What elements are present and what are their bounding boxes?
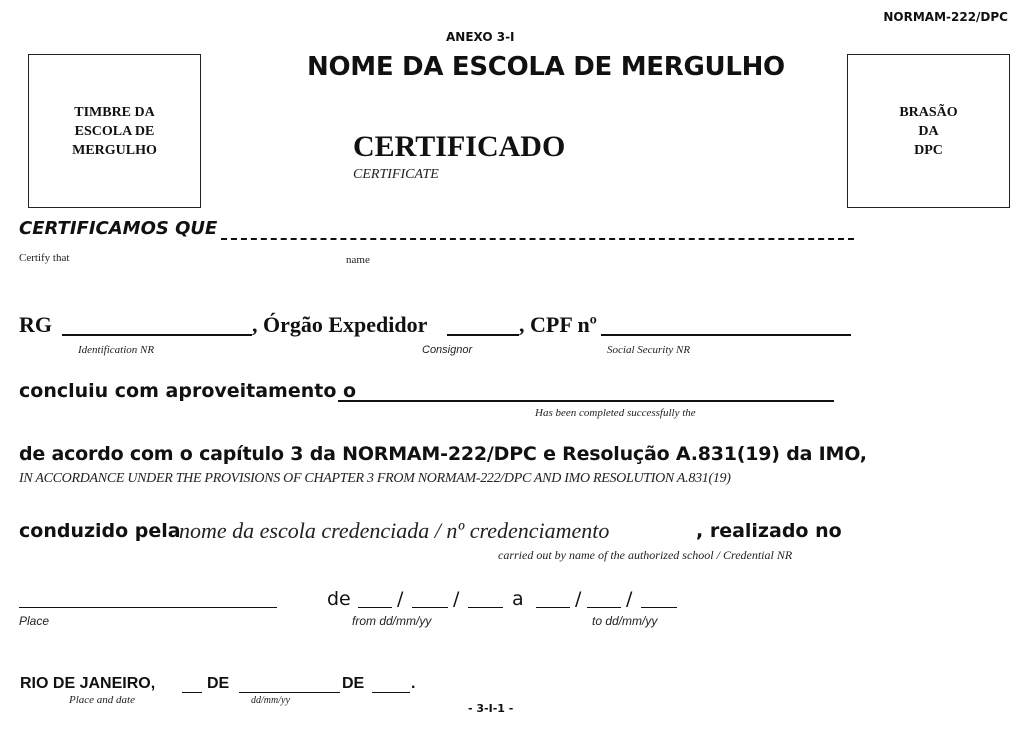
- certificate-title-en: CERTIFICATE: [353, 167, 439, 182]
- to-slash-2: /: [626, 588, 633, 610]
- page-number: - 3-I-1 -: [468, 702, 514, 715]
- school-letterhead-text: TIMBRE DA ESCOLA DE MERGULHO: [72, 104, 157, 158]
- place-field-line[interactable]: [19, 607, 277, 608]
- rg-label: RG: [19, 312, 52, 337]
- from-date-hint: from dd/mm/yy: [352, 614, 432, 628]
- conducted-label: conduzido pela: [19, 520, 181, 542]
- rg-label-en: Identification NR: [78, 344, 155, 356]
- name-field-line[interactable]: [221, 238, 854, 240]
- city-label: RIO DE JANEIRO,: [20, 675, 156, 692]
- from-slash-2: /: [453, 588, 460, 610]
- de-label-2: DE: [342, 675, 365, 692]
- to-month-line[interactable]: [587, 607, 621, 608]
- from-day-line[interactable]: [358, 607, 392, 608]
- course-field-line[interactable]: [338, 400, 834, 402]
- orgao-label-en: Consignor: [422, 344, 473, 356]
- accordance-text: de acordo com o capítulo 3 da NORMAM-222/DPC e Resolução A.831(19) da IMO,: [19, 443, 867, 465]
- course-label: concluiu com aproveitamento o: [19, 380, 357, 402]
- from-de-label: de: [327, 588, 351, 610]
- orgao-field-line[interactable]: [447, 334, 519, 336]
- month-field-line[interactable]: [239, 692, 340, 693]
- cpf-field-line[interactable]: [601, 334, 851, 336]
- conducted-text-en: carried out by name of the authorized school / Credential NR: [498, 548, 793, 562]
- certify-label-en: Certify that: [19, 252, 70, 264]
- sentence-period: .: [411, 675, 416, 692]
- cpf-label-en: Social Security NR: [607, 344, 691, 356]
- school-letterhead-box: [28, 54, 201, 208]
- to-slash-1: /: [575, 588, 582, 610]
- dpc-coat-of-arms-box: [847, 54, 1010, 208]
- date-format-hint: dd/mm/yy: [251, 695, 290, 706]
- year-field-line[interactable]: [372, 692, 410, 693]
- rg-field-line[interactable]: [62, 334, 252, 336]
- to-a-label: a: [512, 588, 524, 610]
- accordance-text-en: IN ACCORDANCE UNDER THE PROVISIONS OF CHAPTER 3 FROM NORMAM-222/DPC AND IMO RESOLUTION A.831(19): [19, 471, 731, 486]
- from-month-line[interactable]: [412, 607, 448, 608]
- school-name-heading: NOME DA ESCOLA DE MERGULHO: [307, 52, 785, 82]
- conducted-suffix: , realizado no: [696, 520, 842, 542]
- to-day-line[interactable]: [536, 607, 570, 608]
- dpc-coat-of-arms-text: BRASÃO DA DPC: [899, 104, 958, 158]
- school-credential-text: nome da escola credenciada / nº credenciamento: [179, 518, 610, 543]
- from-slash-1: /: [397, 588, 404, 610]
- to-year-line[interactable]: [641, 607, 677, 608]
- certificate-title: CERTIFICADO: [353, 130, 566, 163]
- de-label-1: DE: [207, 675, 230, 692]
- name-hint: name: [346, 254, 370, 266]
- day-field-line[interactable]: [182, 692, 202, 693]
- place-label-en: Place: [19, 614, 50, 628]
- course-label-en: Has been completed successfully the: [535, 407, 696, 419]
- orgao-label: , Órgão Expedidor: [252, 312, 428, 337]
- place-and-date-hint: Place and date: [69, 694, 135, 706]
- normam-reference: NORMAM-222/DPC: [883, 10, 1008, 24]
- certify-label: CERTIFICAMOS QUE: [19, 218, 218, 239]
- cpf-label: , CPF nº: [519, 312, 597, 337]
- from-year-line[interactable]: [468, 607, 503, 608]
- to-date-hint: to dd/mm/yy: [592, 614, 658, 628]
- annex-label: ANEXO 3-I: [446, 30, 515, 44]
